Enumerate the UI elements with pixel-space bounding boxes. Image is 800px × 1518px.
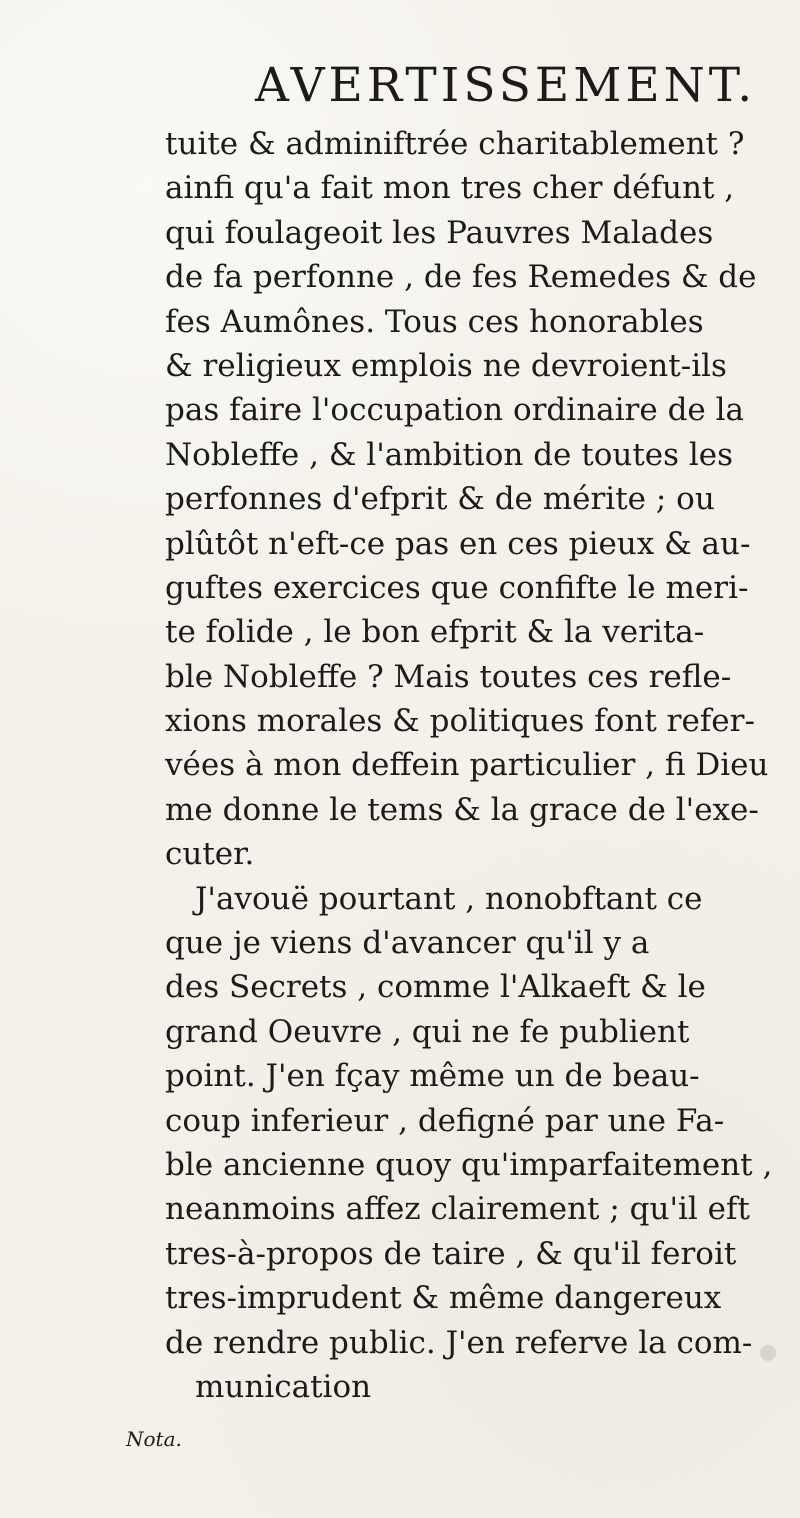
text-line: ble Nobleffe ? Mais toutes ces refle- bbox=[165, 658, 732, 695]
text-line: point. J'en fçay même un de beau- bbox=[165, 1058, 700, 1095]
text-line: me donne le tems & la grace de l'exe- bbox=[165, 791, 759, 828]
text-line: vées à mon deffein particulier , fi Dieu bbox=[165, 747, 769, 784]
text-line: tres-à-propos de taire , & qu'il feroit bbox=[165, 1235, 737, 1272]
text-line: ble ancienne quoy qu'imparfaitement , bbox=[165, 1146, 773, 1183]
text-line: pas faire l'occupation ordinaire de la bbox=[165, 392, 745, 429]
text-line: plûtôt n'eft-ce pas en ces pieux & au- bbox=[165, 525, 751, 562]
text-line: des Secrets , comme l'Alkaeft & le bbox=[165, 969, 706, 1006]
text-line: guftes exercices que confifte le meri- bbox=[165, 569, 749, 606]
text-line: tres-imprudent & même dangereux bbox=[165, 1280, 722, 1317]
text-line: J'avouë pourtant , nonobftant ce bbox=[195, 880, 703, 917]
page-header: AVERTISSEMENT. bbox=[255, 58, 757, 113]
text-line: xions morales & politiques font refer- bbox=[165, 703, 755, 740]
text-line: grand Oeuvre , qui ne fe publient bbox=[165, 1013, 690, 1050]
text-line: de rendre public. J'en referve la com- bbox=[165, 1324, 753, 1361]
text-line: de fa perfonne , de fes Remedes & de bbox=[165, 259, 757, 296]
text-line: coup inferieur , defigné par une Fa- bbox=[165, 1102, 725, 1139]
text-line: que je viens d'avancer qu'il y a bbox=[165, 925, 650, 962]
text-line: te folide , le bon efprit & la verita- bbox=[165, 614, 705, 651]
text-line: ainfi qu'a fait mon tres cher défunt , bbox=[165, 170, 735, 207]
text-line: & religieux emplois ne devroient-ils bbox=[165, 347, 727, 384]
text-line: tuite & adminiftrée charitablement ? bbox=[165, 126, 745, 162]
text-line: munication bbox=[195, 1368, 372, 1405]
text-line: perfonnes d'efprit & de mérite ; ou bbox=[165, 481, 715, 518]
text-line: cuter. bbox=[165, 836, 255, 873]
body-text bbox=[165, 122, 795, 1409]
text-line: fes Aumônes. Tous ces honorables bbox=[165, 303, 704, 340]
text-line: qui foulageoit les Pauvres Malades bbox=[165, 214, 714, 251]
text-line: Nobleffe , & l'ambition de toutes les bbox=[165, 436, 734, 473]
margin-note: Nota. bbox=[126, 1427, 182, 1451]
text-line: neanmoins affez clairement ; qu'il eft bbox=[165, 1191, 750, 1228]
